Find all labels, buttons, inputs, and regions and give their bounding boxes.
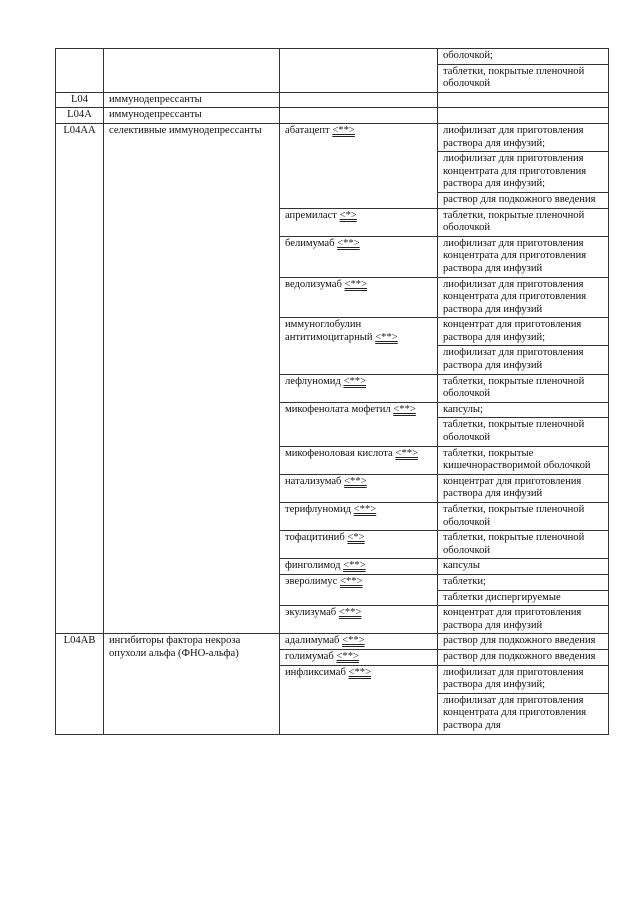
drug-name-cell — [280, 665, 438, 734]
table-row — [56, 92, 609, 108]
drug-name: голимумаб — [285, 650, 334, 662]
dosage-form-cell: лиофилизат для приготовления концентрата для приготовления раствора для — [438, 693, 609, 734]
drug-name-cell — [280, 503, 438, 531]
drug-name: тофацитиниб — [285, 532, 345, 544]
drug-name-cell — [280, 49, 438, 93]
footnote-mark: <**> — [393, 403, 416, 415]
dosage-form-cell: таблетки, покрытые кишечнорастворимой оболочкой — [438, 446, 609, 474]
footnote-mark: <**> — [342, 635, 365, 647]
table-row — [56, 49, 609, 65]
dosage-form-cell: капсулы — [438, 559, 609, 575]
dosage-form-cell: таблетки; — [438, 574, 609, 590]
dosage-form-cell: таблетки диспергируемые — [438, 590, 609, 606]
dosage-form-cell: таблетки, покрытые пленочной оболочкой — [438, 531, 609, 559]
dosage-form-cell — [438, 92, 609, 108]
drug-name-cell — [280, 559, 438, 575]
drug-name: апремиласт — [285, 209, 337, 221]
drug-name: финголимод — [285, 560, 341, 572]
drug-name-cell — [280, 606, 438, 634]
dosage-form-cell: концентрат для приготовления раствора для инфузий; — [438, 318, 609, 346]
dosage-form-cell: лиофилизат для приготовления концентрата для приготовления раствора для инфузий; — [438, 152, 609, 193]
dosage-form-cell: лиофилизат для приготовления раствора для инфузий; — [438, 123, 609, 151]
dosage-form-cell: оболочкой; — [438, 49, 609, 65]
footnote-mark: <**> — [348, 666, 372, 678]
drug-name-cell — [280, 531, 438, 559]
footnote-mark: <**> — [339, 575, 363, 587]
footnote-mark: <**> — [343, 560, 366, 572]
drug-name: микофеноловая кислота — [285, 447, 393, 459]
footnote-mark: <**> — [338, 607, 362, 619]
dosage-form-cell: лиофилизат для приготовления раствора для инфузий — [438, 346, 609, 374]
footnote-mark: <*> — [347, 532, 365, 544]
dosage-form-cell: таблетки, покрытые пленочной оболочкой — [438, 64, 609, 92]
drug-name: белимумаб — [285, 237, 335, 249]
drug-name: экулизумаб — [285, 607, 337, 619]
table-row — [56, 634, 609, 650]
footnote-mark: <*> — [339, 209, 357, 221]
dosage-form-cell: таблетки, покрытые пленочной оболочкой — [438, 374, 609, 402]
footnote-mark: <**> — [395, 447, 418, 459]
drug-name-cell — [280, 649, 438, 665]
atc-code-cell — [56, 49, 104, 93]
drug-name: эверолимус — [285, 575, 338, 587]
footnote-mark: <**> — [344, 278, 368, 290]
atc-code-cell: L04AA — [56, 123, 104, 633]
drug-name-cell — [280, 92, 438, 108]
pharma-group-cell: ингибиторы фактора некроза опухоли альфа (ФНО-альфа) — [104, 634, 280, 734]
drug-name-cell — [280, 236, 438, 277]
dosage-form-cell: таблетки, покрытые пленочной оболочкой — [438, 418, 609, 446]
footnote-mark: <**> — [375, 331, 398, 343]
dosage-form-cell: лиофилизат для приготовления концентрата для приготовления раствора для инфузий — [438, 236, 609, 277]
footnote-mark: <**> — [343, 375, 367, 387]
drug-name: лефлуномид — [285, 375, 341, 387]
pharma-group-cell: селективные иммунодепрессанты — [104, 123, 280, 633]
drug-name-cell — [280, 208, 438, 236]
dosage-form-cell: таблетки, покрытые пленочной оболочкой — [438, 208, 609, 236]
dosage-form-cell: раствор для подкожного введения — [438, 192, 609, 208]
drug-name-cell — [280, 402, 438, 446]
drug-name-cell — [280, 108, 438, 124]
drug-name-cell — [280, 474, 438, 502]
drug-name: терифлуномид — [285, 504, 352, 515]
dosage-form-cell: концентрат для приготовления раствора для инфузий — [438, 474, 609, 502]
drug-list-table — [55, 48, 609, 735]
table-row — [56, 108, 609, 124]
footnote-mark: <**> — [353, 504, 377, 515]
pharma-group-cell: иммунодепрессанты — [104, 108, 280, 124]
drug-name: адалимумаб — [285, 635, 340, 647]
drug-name-cell — [280, 634, 438, 650]
drug-name: натализумаб — [285, 475, 342, 487]
pharma-group-cell — [104, 49, 280, 93]
footnote-mark: <**> — [344, 475, 367, 487]
drug-name: иммуноглобулин антитимоцитарный — [285, 319, 373, 343]
dosage-form-cell: лиофилизат для приготовления концентрата для приготовления раствора для инфузий — [438, 277, 609, 318]
drug-name-cell — [280, 318, 438, 374]
drug-name: микофенолата мофетил — [285, 403, 391, 415]
atc-code-cell: L04AB — [56, 634, 104, 734]
dosage-form-cell: таблетки, покрытые пленочной оболочкой — [438, 503, 609, 531]
drug-name: ведолизумаб — [285, 278, 342, 290]
pharma-group-cell: иммунодепрессанты — [104, 92, 280, 108]
atc-code-cell: L04A — [56, 108, 104, 124]
table-body — [56, 49, 609, 735]
drug-name: инфликсимаб — [285, 666, 346, 678]
drug-name-cell — [280, 277, 438, 318]
dosage-form-cell — [438, 108, 609, 124]
dosage-form-cell: раствор для подкожного введения — [438, 634, 609, 650]
dosage-form-cell: лиофилизат для приготовления раствора для инфузий; — [438, 665, 609, 693]
footnote-mark: <**> — [337, 237, 360, 249]
dosage-form-cell: концентрат для приготовления раствора для инфузий — [438, 606, 609, 634]
drug-name-cell — [280, 446, 438, 474]
dosage-form-cell: капсулы; — [438, 402, 609, 418]
atc-code-cell: L04 — [56, 92, 104, 108]
drug-name: абатацепт — [285, 124, 330, 136]
drug-name-cell — [280, 123, 438, 208]
footnote-mark: <**> — [332, 124, 355, 136]
table-row — [56, 123, 609, 151]
drug-name-cell — [280, 574, 438, 605]
drug-name-cell — [280, 374, 438, 402]
footnote-mark: <**> — [336, 650, 359, 662]
dosage-form-cell: раствор для подкожного введения — [438, 649, 609, 665]
